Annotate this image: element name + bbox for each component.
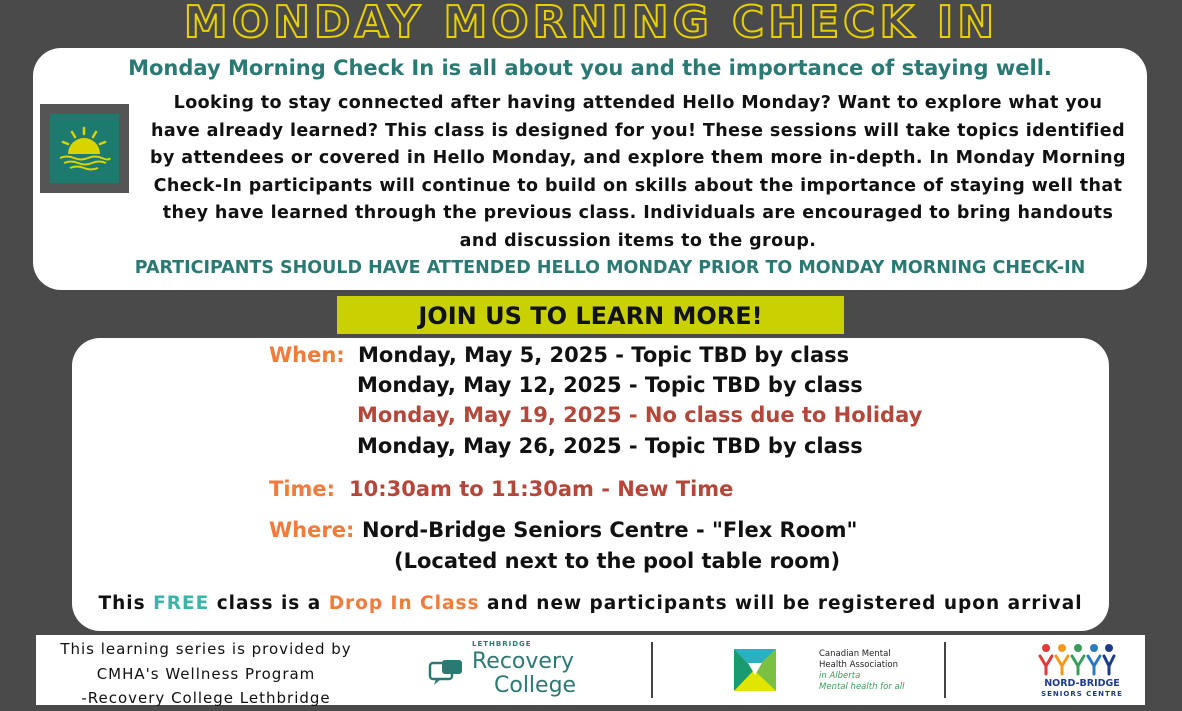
notice-text: and new participants will be registered upon arrival xyxy=(486,593,1083,614)
page-title: MONDAY MORNING CHECK IN xyxy=(183,0,999,48)
chat-bubbles-icon xyxy=(428,657,468,697)
drop-in-highlight: Drop In Class xyxy=(328,593,480,614)
cmha-logo-text xyxy=(819,649,905,693)
description-line: Check-In participants will continue to build on skills about the importance of staying well that xyxy=(153,175,1123,196)
cmha-line: Canadian Mental xyxy=(819,649,891,659)
people-figures-icon xyxy=(1036,642,1116,676)
intro-card xyxy=(33,48,1147,290)
footer-divider xyxy=(651,642,653,698)
provider-line: CMHA's Wellness Program xyxy=(96,664,316,683)
where-label: Where: xyxy=(269,518,355,542)
description-line: they have learned through the previous class. Individuals are encouraged to bring handouts xyxy=(162,203,1114,224)
cmha-line: Health Association xyxy=(819,660,899,670)
cmha-line: in Alberta xyxy=(819,671,861,681)
rc-line1: Recovery xyxy=(472,649,575,674)
nb-line: NORD-BRIDGE xyxy=(1044,678,1120,689)
time-value: 10:30am to 11:30am - New Time xyxy=(349,477,734,501)
date-item: Monday, May 5, 2025 - Topic TBD by class xyxy=(358,343,850,367)
where-value: Nord-Bridge Seniors Centre - "Flex Room" xyxy=(362,518,858,542)
rc-line2: College xyxy=(494,673,577,698)
notice-text: This xyxy=(98,593,146,614)
rc-small-label: LETHBRIDGE xyxy=(472,640,532,648)
join-banner: JOIN US TO LEARN MORE! xyxy=(337,296,844,334)
sunrise-over-water-icon xyxy=(50,114,119,183)
provider-line: -Recovery College Lethbridge xyxy=(81,689,331,707)
program-logo xyxy=(40,104,129,193)
date-item: Monday, May 26, 2025 - Topic TBD by class xyxy=(357,434,863,458)
prerequisite-notice: PARTICIPANTS SHOULD HAVE ATTENDED HELLO MONDAY PRIOR TO MONDAY MORNING CHECK-IN xyxy=(134,258,1086,278)
description-line: by attendees or covered in Hello Monday, and explore them more in-depth. In Monday Morning xyxy=(150,148,1126,169)
details-card xyxy=(72,338,1109,631)
date-item: Monday, May 12, 2025 - Topic TBD by class xyxy=(357,373,863,397)
intro-description xyxy=(133,90,1143,256)
date-item-cancelled: Monday, May 19, 2025 - No class due to Holiday xyxy=(357,403,923,427)
footer-partners xyxy=(36,635,1145,705)
intro-subtitle: Monday Morning Check In is all about you and the importance of staying well. xyxy=(128,56,1052,80)
description-line: have already learned? This class is designed for you! These sessions will take topics identified xyxy=(150,120,1126,141)
drop-in-notice xyxy=(72,593,1109,614)
where-note: (Located next to the pool table room) xyxy=(394,549,841,573)
provider-credit xyxy=(36,637,376,711)
notice-text: class is a xyxy=(216,593,322,614)
footer-divider xyxy=(944,642,946,698)
cmha-tagline: Mental health for all xyxy=(819,682,905,692)
nord-bridge-logo-text xyxy=(1018,679,1146,699)
free-highlight: FREE xyxy=(153,593,210,614)
provider-line: This learning series is provided by xyxy=(60,640,352,658)
when-label: When: xyxy=(269,343,345,367)
description-line: Looking to stay connected after having attended Hello Monday? Want to explore what you xyxy=(173,93,1103,113)
cmha-logo-icon xyxy=(734,649,776,691)
description-line: and discussion items to the group. xyxy=(459,230,817,251)
nb-line: SENIORS CENTRE xyxy=(1041,690,1123,698)
time-label: Time: xyxy=(269,477,336,501)
